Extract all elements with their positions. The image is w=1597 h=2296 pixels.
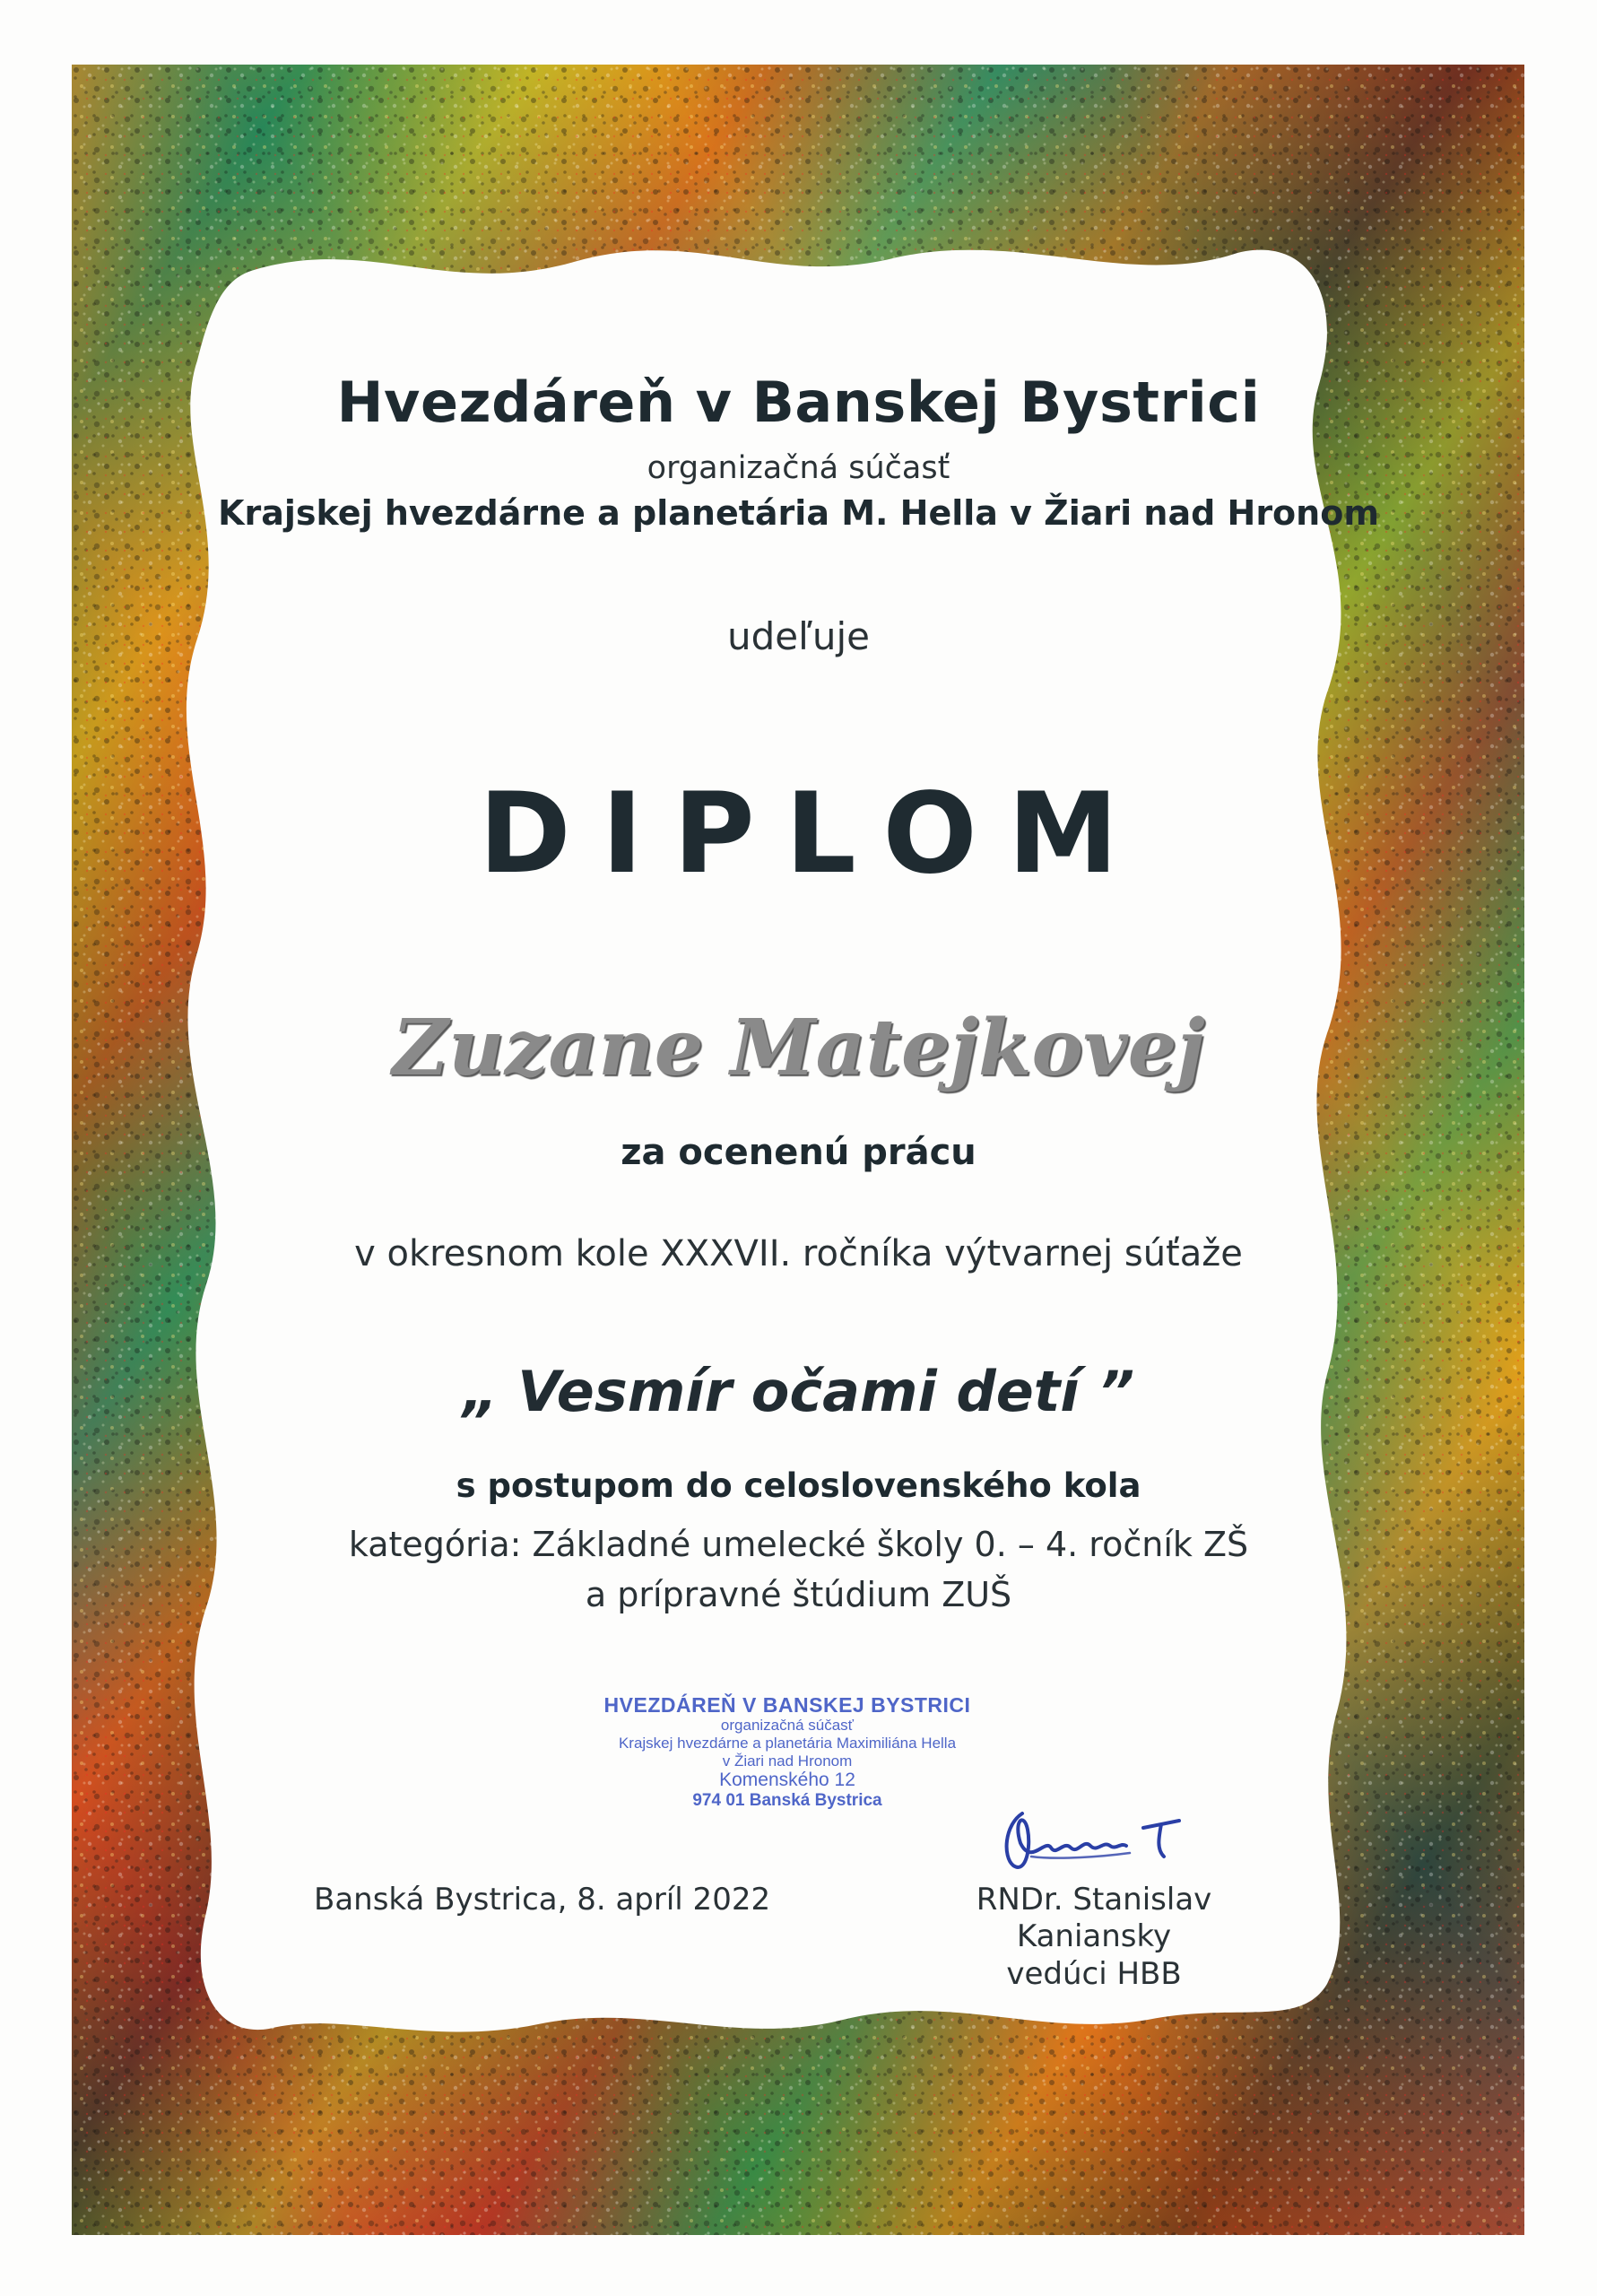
institution-subtitle: organizačná súčasť	[647, 450, 950, 486]
awards-verb: udeľuje	[727, 614, 870, 658]
competition-name: „ Vesmír očami detí ”	[462, 1359, 1135, 1424]
stamp-line: Komenského 12	[719, 1770, 855, 1791]
competition-round: v okresnom kole XXXVII. ročníka výtvarnej súťaže	[354, 1233, 1243, 1274]
stamp-line: v Žiari nad Hronom	[722, 1752, 853, 1770]
advancement-note: s postupom do celoslovenského kola	[456, 1466, 1141, 1505]
institution-name: Hvezdáreň v Banskej Bystrici	[336, 370, 1261, 435]
recipient-name: Zuzane Matejkovej	[392, 1003, 1205, 1093]
award-reason: za ocenenú prácu	[621, 1132, 976, 1173]
category-line-1: kategória: Základné umelecké školy 0. – 4. ročník ZŠ	[348, 1525, 1249, 1564]
signatory-name: RNDr. Stanislav Kaniansky	[976, 1882, 1212, 1955]
category-line-2: a prípravné štúdium ZUŠ	[585, 1575, 1012, 1614]
place-and-date: Banská Bystrica, 8. apríl 2022	[314, 1882, 771, 1918]
stamp-line: 974 01 Banská Bystrica	[692, 1791, 882, 1811]
diploma-title: DIPLOM	[478, 770, 1150, 899]
institution-stamp	[599, 1693, 976, 1811]
stamp-line: organizačná súčasť	[720, 1717, 855, 1735]
handwritten-signature	[995, 1794, 1193, 1879]
parent-institution: Krajskej hvezdárne a planetária M. Hella v Žiari nad Hronom	[218, 493, 1379, 533]
stamp-line: Krajskej hvezdárne a planetária Maximiliána Hella	[618, 1734, 957, 1752]
stamp-line: HVEZDÁREŇ V BANSKEJ BYSTRICI	[603, 1693, 971, 1717]
signatory-block	[906, 1882, 1282, 1993]
signatory-role: vedúci HBB	[1006, 1955, 1182, 1992]
